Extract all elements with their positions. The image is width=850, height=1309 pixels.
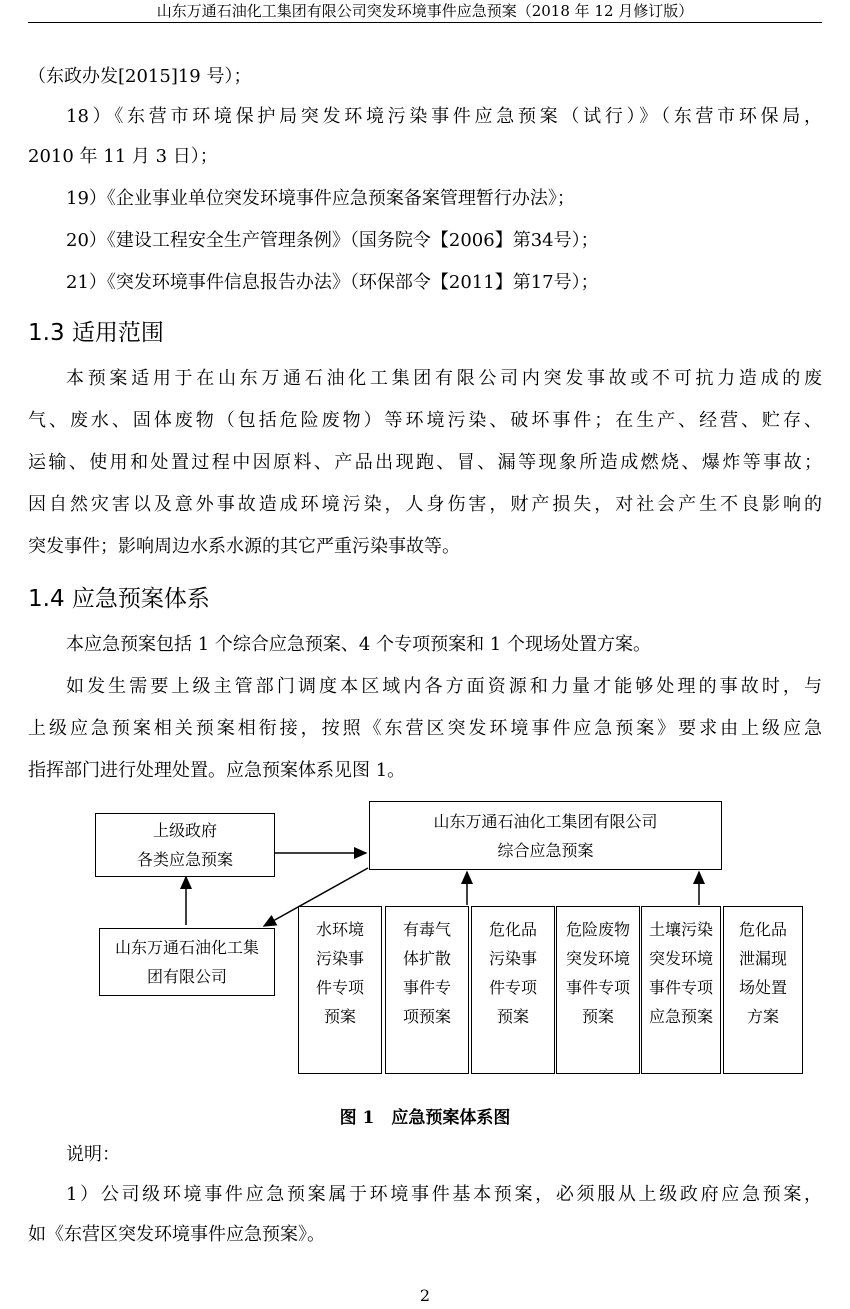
paragraph-line: 气、废水、固体废物（包括危险废物）等环境污染、破坏事件；在生产、经营、贮存、: [28, 410, 822, 431]
notes-line: 1）公司级环境事件应急预案属于环境事件基本预案，必须服从上级政府应急预案，: [66, 1184, 822, 1205]
paragraph-line: 因自然灾害以及意外事故造成环境污染，人身伤害，财产损失，对社会产生不良影响的: [28, 494, 822, 515]
sub-plan-hazchem: 危化品 污染事 件专项 预案: [471, 906, 555, 1074]
company-box: 山东万通石油化工集 团有限公司: [99, 928, 275, 996]
section-heading: 1.3 适用范围: [28, 320, 164, 346]
body-line: 2010 年 11 月 3 日）；: [28, 146, 218, 167]
paragraph-line: 运输、使用和处置过程中因原料、产品出现跑、冒、漏等现象所造成燃烧、爆炸等事故；: [28, 452, 822, 473]
paragraph-line: 突发事件；影响周边水系水源的其它严重污染事故等。: [28, 536, 460, 557]
onsite-plan-leak: 危化品 泄漏现 场处置 方案: [723, 906, 803, 1074]
notes-title: 说明：: [66, 1144, 120, 1165]
sub-plan-water: 水环境 污染事 件专项 预案: [298, 906, 382, 1074]
paragraph-line: 指挥部门进行处理处置。应急预案体系见图 1。: [28, 760, 406, 781]
sub-plan-soil: 土壤污染 突发环境 事件专项 应急预案: [641, 906, 721, 1074]
paragraph-line: 上级应急预案相关预案相衔接，按照《东营区突发环境事件应急预案》要求由上级应急: [28, 718, 822, 739]
page-header: 山东万通石油化工集团有限公司突发环境事件应急预案（2018 年 12 月修订版）: [28, 0, 822, 23]
page-number: 2: [419, 1286, 431, 1305]
body-line: 18）《东营市环境保护局突发环境污染事件应急预案（试行）》（东营市环保局，: [66, 106, 822, 127]
section-heading: 1.4 应急预案体系: [28, 586, 210, 612]
paragraph-line: 如发生需要上级主管部门调度本区域内各方面资源和力量才能够处理的事故时，与: [66, 676, 822, 697]
body-line: 21）《突发环境事件信息报告办法》（环保部令【2011】第17号）；: [66, 272, 599, 293]
sub-plan-hazwaste: 危险废物 突发环境 事件专项 预案: [556, 906, 640, 1074]
company-plan-box: 山东万通石油化工集团有限公司 综合应急预案: [369, 801, 722, 870]
paragraph-line: 本预案适用于在山东万通石油化工集团有限公司内突发事故或不可抗力造成的废: [66, 368, 822, 389]
paragraph-line: 本应急预案包括 1 个综合应急预案、4 个专项预案和 1 个现场处置方案。: [66, 634, 651, 655]
gov-plan-box: 上级政府 各类应急预案: [95, 813, 275, 877]
body-line: 19）《企业事业单位突发环境事件应急预案备案管理暂行办法》；: [66, 188, 575, 209]
figure-caption: 图 1 应急预案体系图: [339, 1108, 511, 1128]
notes-line: 如《东营区突发环境事件应急预案》。: [28, 1224, 325, 1245]
sub-plan-toxic-gas: 有毒气 体扩散 事件专 项预案: [385, 906, 469, 1074]
body-line: 20）《建设工程安全生产管理条例》（国务院令【2006】第34号）；: [66, 230, 599, 251]
body-line: （东政办发[2015]19 号）；: [28, 66, 252, 87]
